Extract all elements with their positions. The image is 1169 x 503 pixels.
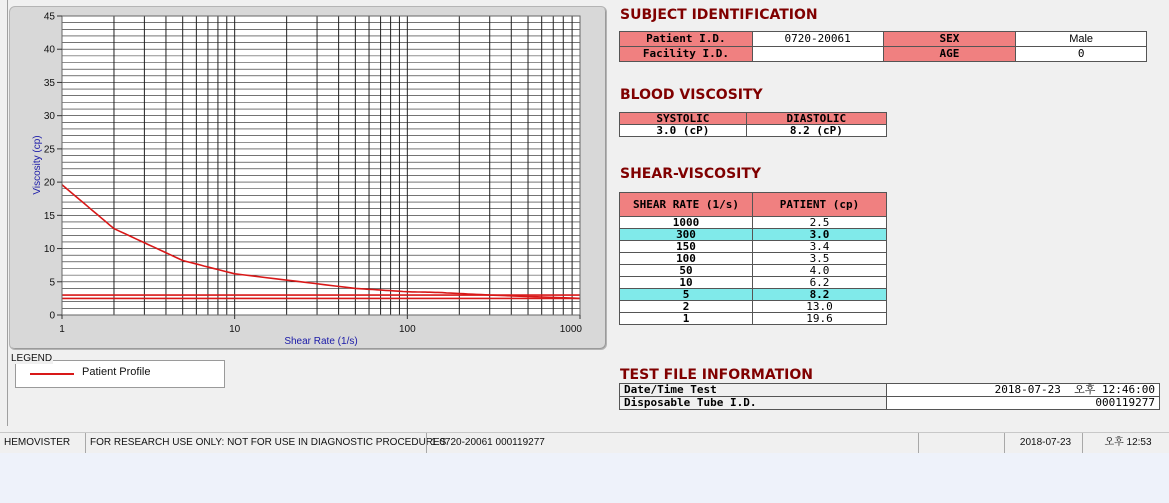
- shear-row: [620, 265, 887, 277]
- shear-section-title: SHEAR-VISCOSITY: [620, 166, 762, 182]
- facility-id-label: Facility I.D.: [620, 47, 753, 62]
- shear-row: [620, 217, 887, 229]
- x-axis-ticks: [59, 315, 582, 335]
- shear-rate-cell: 100: [620, 253, 753, 265]
- status-app-name: HEMOVISTER: [4, 437, 71, 448]
- viscosity-chart-svg: [10, 7, 606, 349]
- shear-table: [619, 192, 887, 325]
- blood-table: [619, 112, 887, 137]
- y-axis-ticks: [44, 12, 62, 322]
- y-tick-label: 10: [43, 244, 55, 256]
- patient-value-cell: 4.0: [753, 265, 887, 277]
- table-header-row: [620, 193, 887, 217]
- legend-title: LEGEND: [11, 353, 53, 364]
- status-bar: [0, 432, 1169, 453]
- systolic-label: SYSTOLIC: [620, 113, 747, 125]
- table-row: [620, 47, 1147, 62]
- plot-area: [62, 16, 580, 315]
- x-axis-label: Shear Rate (1/s): [284, 336, 358, 347]
- age-value: 0: [1016, 47, 1147, 62]
- shear-row: [620, 313, 887, 325]
- sex-label: SEX: [883, 32, 1016, 47]
- table-row: [620, 32, 1147, 47]
- viscosity-chart: [9, 6, 607, 350]
- shear-rate-cell: 2: [620, 301, 753, 313]
- shear-row: [620, 289, 887, 301]
- y-tick-label: 25: [43, 144, 55, 156]
- shear-rate-cell: 1: [620, 313, 753, 325]
- tube-id-value: 000119277: [887, 397, 1160, 410]
- datetime-value: 2018-07-23 오후 12:46:00: [887, 384, 1160, 397]
- shear-row: [620, 301, 887, 313]
- table-row: [620, 397, 1160, 410]
- sex-value: Male: [1016, 32, 1147, 47]
- status-empty-panel: [918, 433, 1004, 453]
- left-divider: [7, 0, 8, 426]
- shear-rate-cell: 300: [620, 229, 753, 241]
- testfile-table: [619, 383, 1160, 410]
- y-tick-label: 30: [43, 111, 55, 123]
- diastolic-label: DIASTOLIC: [746, 113, 886, 125]
- subject-table: [619, 31, 1147, 62]
- patient-header: PATIENT (cp): [753, 193, 887, 217]
- x-tick-label: 1: [59, 324, 65, 335]
- table-row: [620, 125, 887, 137]
- shear-rate-cell: 150: [620, 241, 753, 253]
- tube-id-label: Disposable Tube I.D.: [620, 397, 887, 410]
- shear-rate-header: SHEAR RATE (1/s): [620, 193, 753, 217]
- patient-value-cell: 2.5: [753, 217, 887, 229]
- age-label: AGE: [883, 47, 1016, 62]
- status-record: 1 0720-20061 000119277: [426, 433, 918, 453]
- legend-label: Patient Profile: [82, 366, 151, 378]
- y-tick-label: 5: [49, 277, 55, 289]
- y-tick-label: 35: [43, 77, 55, 89]
- legend-line-swatch: [30, 373, 74, 375]
- datetime-label: Date/Time Test: [620, 384, 887, 397]
- status-time: 오후 12:53: [1082, 433, 1169, 453]
- y-tick-label: 20: [43, 177, 55, 189]
- shear-row: [620, 253, 887, 265]
- x-tick-label: 1000: [559, 324, 582, 335]
- blood-section-title: BLOOD VISCOSITY: [620, 87, 763, 103]
- patient-id-value: 0720-20061: [752, 32, 883, 47]
- table-row: [620, 113, 887, 125]
- patient-value-cell: 6.2: [753, 277, 887, 289]
- x-tick-label: 100: [398, 324, 416, 335]
- systolic-value: 3.0 (cP): [620, 125, 747, 137]
- y-tick-label: 0: [49, 310, 55, 322]
- shear-rate-cell: 5: [620, 289, 753, 301]
- patient-value-cell: 3.4: [753, 241, 887, 253]
- status-date: 2018-07-23: [1004, 433, 1082, 453]
- patient-value-cell: 8.2: [753, 289, 887, 301]
- facility-id-value: [752, 47, 883, 62]
- patient-value-cell: 13.0: [753, 301, 887, 313]
- status-notice: FOR RESEARCH USE ONLY: NOT FOR USE IN DIAGNOSTIC PROCEDURES: [85, 433, 426, 453]
- patient-id-label: Patient I.D.: [620, 32, 753, 47]
- shear-row: [620, 277, 887, 289]
- y-axis-label: Viscosity (cp): [32, 135, 43, 195]
- shear-row: [620, 229, 887, 241]
- shear-rate-cell: 50: [620, 265, 753, 277]
- shear-rate-cell: 10: [620, 277, 753, 289]
- diastolic-value: 8.2 (cP): [746, 125, 886, 137]
- patient-value-cell: 19.6: [753, 313, 887, 325]
- shear-rate-cell: 1000: [620, 217, 753, 229]
- y-tick-label: 15: [43, 210, 55, 222]
- table-row: [620, 384, 1160, 397]
- patient-value-cell: 3.5: [753, 253, 887, 265]
- y-tick-label: 45: [43, 11, 55, 23]
- shear-row: [620, 241, 887, 253]
- testfile-section-title: TEST FILE INFORMATION: [620, 367, 813, 383]
- x-tick-label: 10: [229, 324, 241, 335]
- patient-value-cell: 3.0: [753, 229, 887, 241]
- chart-legend: [15, 360, 225, 388]
- y-tick-label: 40: [43, 44, 55, 56]
- subject-section-title: SUBJECT IDENTIFICATION: [620, 7, 818, 23]
